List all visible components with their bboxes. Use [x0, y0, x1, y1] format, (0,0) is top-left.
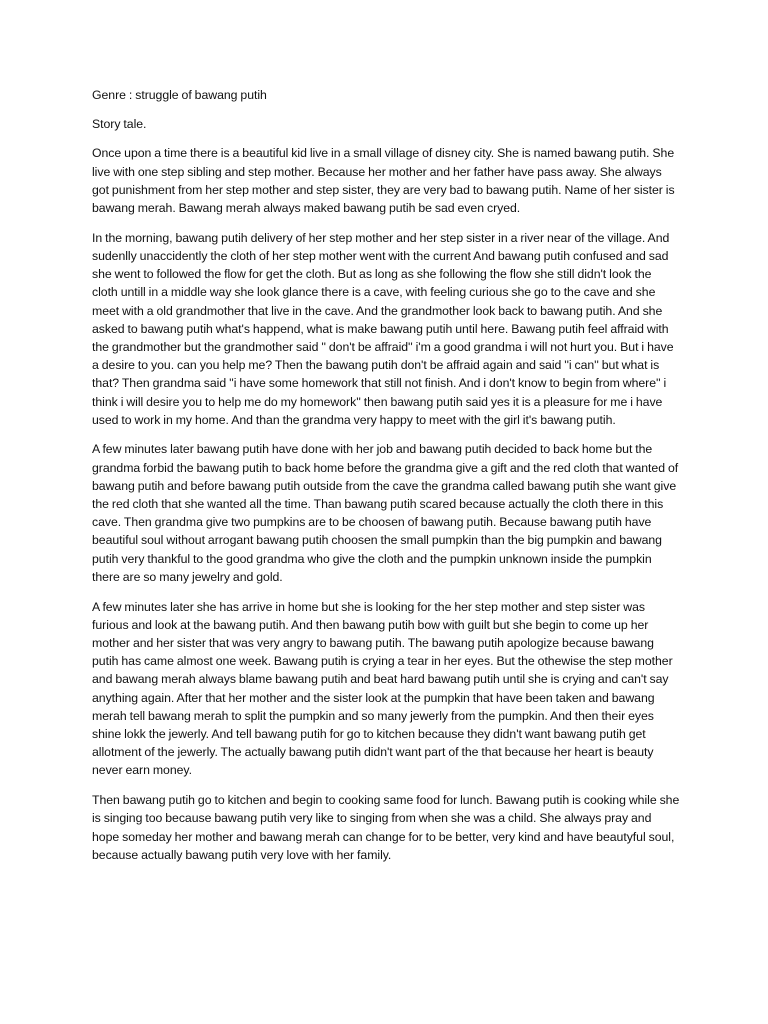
document-page: [92, 86, 680, 875]
paragraph-2: In the morning, bawang putih delivery of her step mother and her step sister in a river near of the village. And sudenlly unaccidently the cloth of her step mother went with the current And bawang putih confused and sad she went to followed the flow for get the cloth. But as long as she following the flow she still didn't look the cloth untill in a middle way she look glance there is a cave, with feeling curious she go to the cave and she meet with a old grandmother that live in the cave. And the grandmother look back to bawang putih. And she asked to bawang putih what's happend, what is make bawang putih until here. Bawang putih feel affraid with the grandmother but the grandmother said '' don't be affraid'' i'm a good grandma i will not hurt you. But i have a desire to you. can you help me? Then the bawang putih don't be affraid again and said ''i can'' but what is that? Then grandma said ''i have some homework that still not finish. And i don't know to begin from where'' i think i will desire you to help me do my homework'' then bawang putih said yes it is a pleasure for me i have used to work in my home. And than the grandma very happy to meet with the girl it's bawang putih.: [92, 230, 674, 427]
story-subtitle: Story tale.: [92, 117, 147, 132]
paragraph-3: A few minutes later bawang putih have done with her job and bawang putih decided to back home but the grandma forbid the bawang putih to back home before the grandma give a gift and the red cloth that wanted of bawang putih and before bawang putih outside from the cave the grandma called bawang putih she want give the red cloth that she wanted all the time. Than bawang putih scared because actually the cloth there in this cave. Then grandma give two pumpkins are to be choosen of bawang putih. Because bawang putih have beautiful soul without arrogant bawang putih choosen the small pumpkin than the big pumpkin and bawang putih very thankful to the good grandma who give the cloth and the pumpkin unknown inside the pumpkin there are so many jewelry and gold.: [92, 442, 679, 584]
paragraph-1: Once upon a time there is a beautiful kid live in a small village of disney city. She is named bawang putih. She live with one step sibling and step mother. Because her mother and her father have pass away. She always got punishment from her step mother and step sister, they are very bad to bawang putih. Name of her sister is bawang merah. Bawang merah always maked bawang putih be sad even cryed.: [92, 146, 675, 216]
paragraph-5: Then bawang putih go to kitchen and begin to cooking same food for lunch. Bawang putih is cooking while she is singing too because bawang putih very like to singing from when she was a child. She always pray and hope someday her mother and bawang merah can change for to be better, very kind and have beautyful soul, because actually bawang putih very love with her family.: [92, 793, 680, 862]
paragraph-4: A few minutes later she has arrive in home but she is looking for the her step mother and step sister was furious and look at the bawang putih. And then bawang putih bow with guilt but she begin to come up her mother and her sister that was very angry to bawang putih. The bawang putih apologize because bawang putih has came almost one week. Bawang putih is crying a tear in her eyes. But the othewise the step mother and bawang merah always blame bawang putih and beat hard bawang putih until she is crying and can't say anything again. After that her mother and the sister look at the pumpkin that have been taken and bawang merah tell bawang merah to split the pumpkin and so many jewerly from the pumpkin. And then their eyes shine lokk the jewerly. And tell bawang putih for go to kitchen because they didn't want bawang putih get allotment of the jewerly. The actually bawang putih didn't want part of the that because her heart is beauty never earn money.: [92, 599, 673, 778]
genre-line: Genre : struggle of bawang putih: [92, 88, 267, 102]
